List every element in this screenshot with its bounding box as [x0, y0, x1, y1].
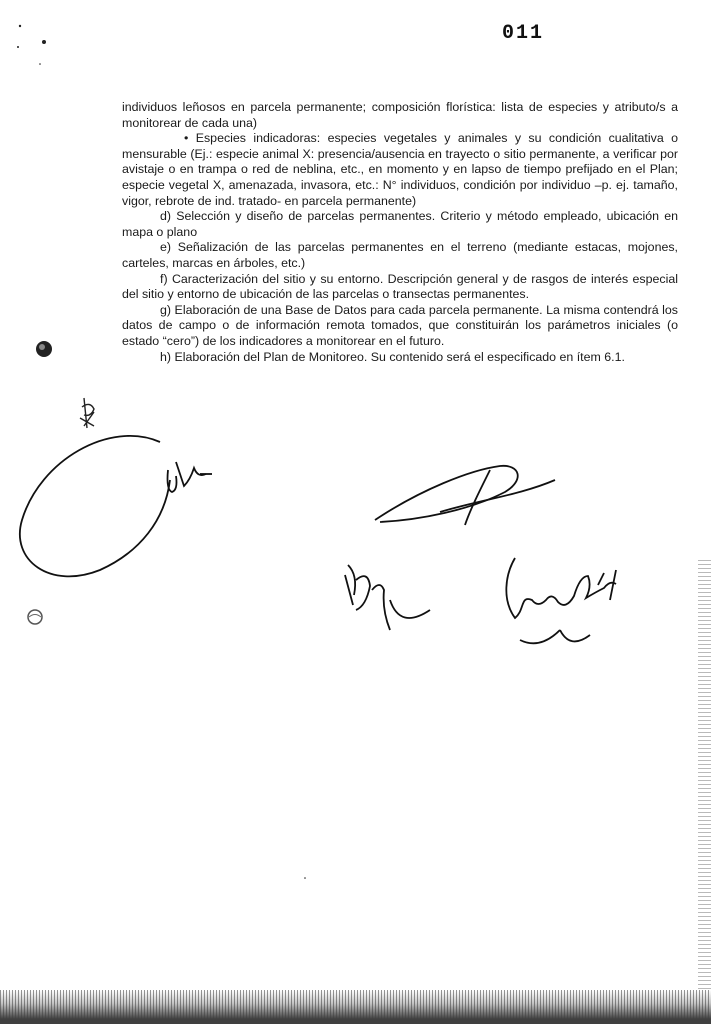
initials-mark	[80, 398, 94, 428]
punch-hole-icon	[36, 341, 52, 357]
scan-noise-right	[698, 560, 711, 990]
paragraph-f: f) Caracterización del sitio y su entorno. Descripción general y de rasgos de interés especial del sitio y entorno de ubicación de las parcelas o transectas permanentes.	[122, 271, 678, 302]
paragraph-e: e) Señalización de las parcelas permanentes en el terreno (mediante estacas, mojones, carteles, marcas en árboles, etc.)	[122, 240, 678, 270]
paragraph-indicator-species: • Especies indicadoras: especies vegetales y animales y su condición cualitativa o mensurable (Ej.: especie animal X: presencia/ausencia en trayecto o sitio permanente, a verificar por avistaje o en trampa o red de neblina, etc., en momento y en lapso de tiempo prefijado en el Plan; especie vegetal X, amenazada, invasora, etc.: N° individuos, condición por individuo –p. ej. tamaño, vigor, rebrote de ind. tratado- en parcela permanente)	[122, 131, 678, 208]
page-number: 011	[502, 22, 545, 45]
paragraph-g: g) Elaboración de una Base de Datos para cada parcela permanente. La misma contendrá los datos de campo o de información remota tomados, que constituirán los parámetros iniciales (o estado “cero”) de los indicadores a monitorear en el futuro.	[122, 302, 678, 348]
paragraph-h: h) Elaboración del Plan de Monitoreo. Su contenido será el especificado en ítem 6.1.	[160, 349, 625, 364]
signature-loop	[20, 436, 212, 576]
scan-noise-bottom	[0, 990, 711, 1024]
signature-cursive	[506, 558, 616, 643]
paragraph-d: d) Selección y diseño de parcelas permanentes. Criterio y método empleado, ubicación en mapa o plano	[122, 209, 678, 239]
body-text	[122, 100, 678, 365]
signature-initials	[345, 565, 430, 630]
paragraph-continuation: individuos leñosos en parcela permanente; composición florística: lista de especies y atributo/s a monitorear de cada una)	[122, 100, 678, 130]
signature-elongated	[375, 466, 555, 525]
punch-hole-faint-icon	[28, 610, 42, 624]
